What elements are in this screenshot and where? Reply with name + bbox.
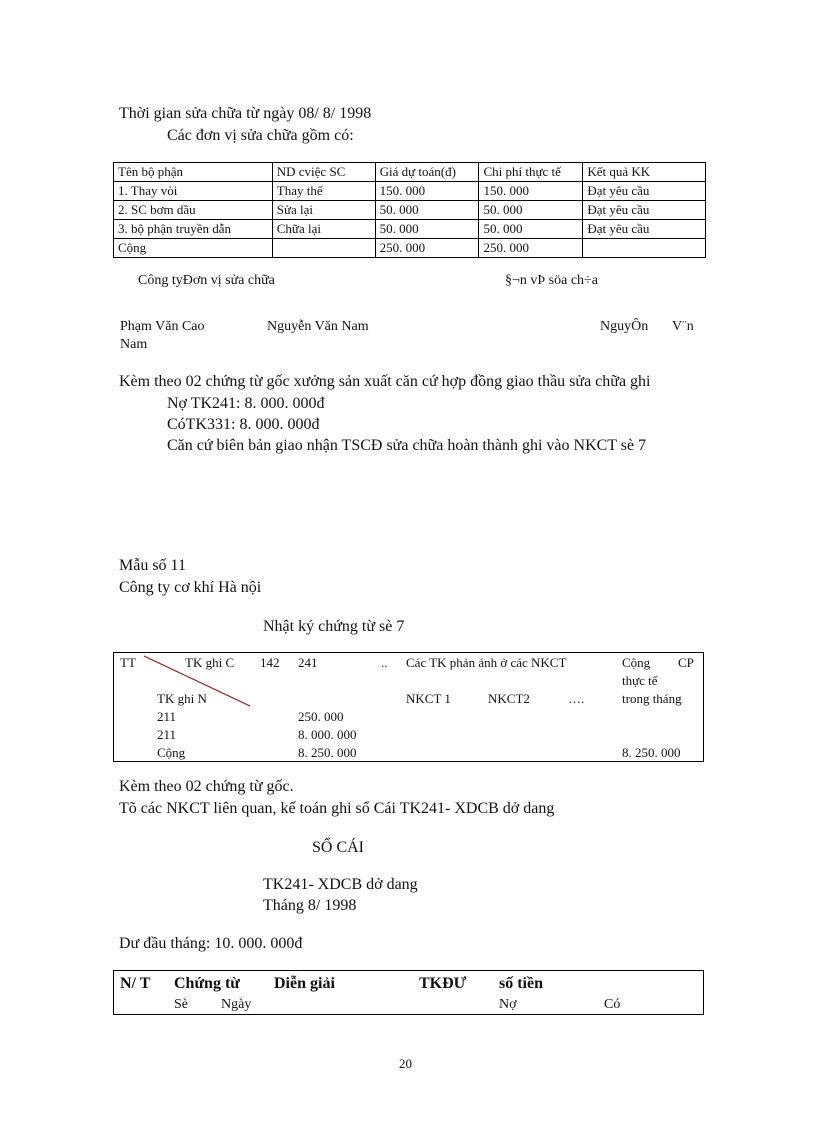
signature-name-3b: V¨n — [672, 319, 694, 334]
journal-nkct2: NKCT2 — [488, 691, 530, 706]
table-cell: 1. Thay vòi — [114, 182, 273, 201]
journal-tk-credit: TK ghi C — [185, 655, 235, 670]
table-row — [114, 182, 706, 201]
repair-table-header — [114, 163, 706, 182]
entry-credit: CóTK331: 8. 000. 000đ — [167, 416, 320, 433]
journal-col-241: 241 — [298, 655, 318, 670]
table-cell: 250. 000 — [479, 239, 583, 258]
table-cell: 3. bộ phận truyền dẫn — [114, 220, 273, 239]
ledger-header-amount: số tiền — [499, 975, 543, 992]
table-cell — [272, 239, 375, 258]
signature-name-2: Nguyễn Văn Nam — [267, 319, 369, 334]
header-cell: Giá dự toán(đ) — [375, 163, 479, 182]
signature-right-title: §¬n vÞ söa ch÷a — [505, 273, 598, 288]
journal-dots: .. — [381, 655, 388, 670]
entry-line4: Căn cứ biên bản giao nhận TSCĐ sửa chữa hoàn thành ghi vào NKCT sè 7 — [167, 437, 647, 454]
table-row — [114, 201, 706, 220]
header-cell: Tên bộ phận — [114, 163, 273, 182]
ledger-month: Tháng 8/ 1998 — [263, 897, 357, 914]
header-cell: ND cviệc SC — [272, 163, 375, 182]
journal-row-account: 211 — [157, 727, 177, 742]
ledger-title: SỔ CÁI — [312, 839, 365, 856]
header-cell: Kết quả KK — [583, 163, 706, 182]
intro-line2: Các đơn vị sửa chữa gồm có: — [167, 127, 354, 144]
table-cell — [583, 239, 706, 258]
table-row — [114, 220, 706, 239]
ledger-header-number: Sè — [174, 997, 188, 1012]
journal-total-header: Cộng — [622, 655, 651, 670]
table-cell: Sửa lại — [272, 201, 375, 220]
table-row — [114, 239, 706, 258]
journal-row-account: 211 — [157, 709, 177, 724]
entry-line1: Kèm theo 02 chứng từ gốc xưởng sản xuất căn cứ hợp đồng giao thầu sửa chữa ghi — [119, 373, 651, 390]
company-name: Công ty cơ khí Hà nội — [119, 579, 262, 596]
journal-tk-debit: TK ghi N — [157, 691, 207, 706]
table-cell: 250. 000 — [375, 239, 479, 258]
journal-dots-2: …. — [568, 691, 585, 706]
journal-row-total: 8. 250. 000 — [622, 745, 681, 760]
intro-line1: Thời gian sửa chữa từ ngày 08/ 8/ 1998 — [119, 105, 372, 122]
ledger-account: TK241- XDCB dở dang — [263, 876, 418, 893]
journal-total-month: trong tháng — [622, 691, 682, 706]
journal-row-value: 250. 000 — [298, 709, 344, 724]
table-cell: Thay thế — [272, 182, 375, 201]
ledger-header-nt: N/ T — [120, 975, 151, 992]
journal-total-actual: thực tế — [622, 673, 658, 688]
table-cell: Đạt yêu cầu — [583, 201, 706, 220]
journal-reflect-header: Các TK phản ánh ở các NKCT — [406, 655, 567, 670]
ledger-header-debit: Nợ — [499, 997, 517, 1012]
table-cell: Đạt yêu cầu — [583, 182, 706, 201]
after-line1: Kèm theo 02 chứng từ gốc. — [119, 778, 294, 795]
table-cell: 50. 000 — [375, 220, 479, 239]
ledger-header-description: Diễn giải — [274, 975, 335, 992]
table-cell: Chữa lại — [272, 220, 375, 239]
table-cell: 50. 000 — [479, 220, 583, 239]
signature-name-1: Phạm Văn Cao — [120, 319, 205, 334]
repair-table — [113, 162, 706, 258]
signature-left-title: Công tyĐơn vị sửa chữa — [138, 273, 275, 288]
journal-tt: TT — [120, 655, 136, 670]
table-cell: 2. SC bơm dầu — [114, 201, 273, 220]
ledger-header-credit: Có — [604, 997, 621, 1012]
journal-row-value: 8. 000. 000 — [298, 727, 357, 742]
journal-nkct1: NKCT 1 — [406, 691, 451, 706]
table-cell: 150. 000 — [479, 182, 583, 201]
opening-balance: Dư đầu tháng: 10. 000. 000đ — [119, 935, 303, 952]
table-cell: Đạt yêu cầu — [583, 220, 706, 239]
ledger-header-date: Ngày — [221, 997, 252, 1012]
page-number: 20 — [399, 1056, 412, 1071]
table-cell: 150. 000 — [375, 182, 479, 201]
table-cell: Cộng — [114, 239, 273, 258]
table-cell: 50. 000 — [375, 201, 479, 220]
ledger-header-document: Chứng từ — [174, 975, 240, 992]
signature-name-3c: Nam — [120, 337, 148, 352]
journal-row-account: Cộng — [157, 745, 186, 760]
header-cell: Chi phí thực tế — [479, 163, 583, 182]
ledger-header-tkdu: TKĐƯ — [419, 975, 467, 992]
table-cell: 50. 000 — [479, 201, 583, 220]
entry-debit: Nợ TK241: 8. 000. 000đ — [167, 395, 325, 412]
journal-total-cp: CP — [678, 655, 694, 670]
journal-row-value: 8. 250. 000 — [298, 745, 357, 760]
signature-name-3a: NguyÔn — [600, 319, 649, 334]
form-number: Mẫu số 11 — [119, 557, 186, 574]
journal-title: Nhật ký chứng từ sè 7 — [263, 618, 405, 635]
after-line2: Tõ các NKCT liên quan, kế toán ghi sổ Cái TK241- XDCB dở dang — [119, 800, 555, 817]
journal-col-142: 142 — [260, 655, 280, 670]
